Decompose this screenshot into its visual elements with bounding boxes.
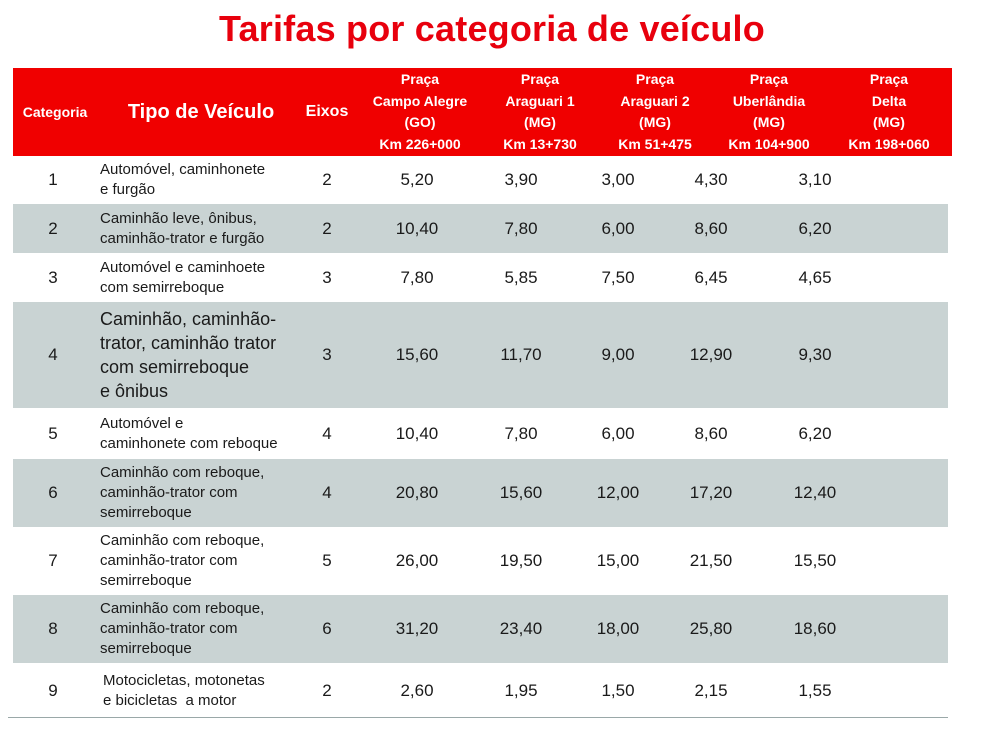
praca-state: (MG) [639, 114, 671, 130]
praca-name: Campo Alegre [372, 92, 468, 109]
categoria-cell: 5 [48, 423, 58, 443]
value-cell: 17,20 [689, 483, 733, 502]
tipo-line: caminhão-trator com [100, 620, 238, 637]
value-cell: 5,20 [400, 170, 434, 189]
value-cell: 20,80 [395, 483, 439, 502]
praca-name: Araguari 1 [505, 92, 575, 109]
praca-name: Uberlândia [732, 92, 806, 109]
value-cell: 12,90 [689, 345, 733, 364]
value-cell: 7,80 [504, 218, 538, 238]
value-cell: 10,40 [395, 218, 439, 238]
praca-km: Km 226+000 [379, 135, 461, 152]
praca-km: Km 104+900 [728, 135, 810, 152]
table-header [13, 68, 952, 156]
tipo-line: Caminhão leve, ônibus, [100, 209, 257, 227]
header-eixos: Eixos [305, 103, 349, 120]
table-row [13, 156, 948, 204]
value-cell: 15,60 [395, 345, 439, 364]
header-praca-uberlandia [713, 68, 825, 156]
value-cell: 12,40 [793, 483, 837, 502]
value-cell: 25,80 [689, 619, 733, 638]
value-cell: 9,00 [601, 345, 635, 364]
value-cell: 15,60 [499, 483, 543, 502]
tipo-line: e furgão [100, 181, 156, 198]
tipo-cell [100, 156, 315, 204]
table-row [13, 408, 948, 459]
categoria-cell: 8 [48, 619, 58, 638]
tipo-cell [100, 595, 315, 663]
value-cell: 3,00 [601, 170, 635, 189]
value-cell: 4,65 [798, 267, 832, 287]
tipo-line: Caminhão com reboque, [100, 600, 265, 617]
tipo-line: Automóvel, caminhonete [100, 161, 266, 178]
eixos-cell: 2 [322, 218, 332, 238]
value-cell: 9,30 [798, 345, 832, 364]
value-cell: 6,20 [798, 423, 832, 443]
value-cell: 3,10 [798, 170, 832, 189]
header-praca-delta [833, 68, 945, 156]
tipo-line: caminhão-trator e furgão [100, 229, 265, 247]
tipo-line: trator, caminhão trator [100, 333, 277, 353]
tipo-line: e ônibus [100, 381, 169, 401]
value-cell: 4,30 [694, 170, 728, 189]
value-cell: 18,60 [793, 619, 837, 638]
tipo-line: Caminhão com reboque, [100, 532, 265, 549]
praca-km: Km 51+475 [618, 135, 692, 152]
table-row [13, 459, 948, 527]
table-row [13, 527, 948, 595]
value-cell: 1,50 [601, 681, 635, 700]
table-row [13, 253, 948, 302]
praca-name: Araguari 2 [620, 92, 690, 109]
value-cell: 23,40 [499, 619, 543, 638]
categoria-cell: 9 [48, 681, 58, 700]
table-row [13, 302, 948, 408]
tipo-cell [103, 663, 318, 719]
eixos-cell: 4 [322, 423, 332, 443]
tipo-line: com semirreboque [100, 357, 250, 377]
tipo-cell [100, 302, 315, 408]
value-cell: 26,00 [395, 551, 439, 570]
eixos-cell: 3 [322, 267, 332, 287]
page-title: Tarifas por categoria de veículo [219, 8, 765, 49]
value-cell: 1,95 [504, 681, 538, 700]
praca-km: Km 13+730 [503, 135, 577, 152]
value-cell: 6,00 [601, 218, 635, 238]
table-row [13, 595, 948, 663]
value-cell: 7,80 [400, 267, 434, 287]
praca-state: (MG) [524, 114, 556, 130]
value-cell: 8,60 [694, 218, 728, 238]
tipo-line: Automóvel e [100, 414, 184, 432]
tipo-cell [100, 204, 315, 253]
categoria-cell: 6 [48, 483, 58, 502]
value-cell: 21,50 [689, 551, 733, 570]
eixos-cell: 2 [322, 681, 332, 700]
header-tipo-veiculo: Tipo de Veículo [127, 100, 275, 123]
praca-label: Praça [400, 71, 440, 87]
value-cell: 2,15 [694, 681, 728, 700]
header-praca-araguari-1 [483, 68, 597, 156]
tipo-cell [100, 408, 315, 459]
categoria-cell: 1 [48, 170, 58, 189]
praca-state: (MG) [753, 114, 785, 130]
value-cell: 12,00 [596, 483, 640, 502]
value-cell: 15,50 [793, 551, 837, 570]
value-cell: 15,00 [596, 551, 640, 570]
tipo-line: semirreboque [100, 504, 192, 521]
value-cell: 3,90 [504, 170, 538, 189]
header-praca-campo-alegre [361, 68, 479, 156]
tipo-line: caminhão-trator com [100, 484, 238, 501]
table-row [13, 663, 948, 719]
praca-state: (GO) [404, 114, 436, 130]
categoria-cell: 7 [48, 551, 58, 570]
value-cell: 7,80 [504, 423, 538, 443]
eixos-cell: 5 [322, 551, 332, 570]
tipo-line: caminhonete com reboque [100, 434, 278, 452]
value-cell: 1,55 [798, 681, 832, 700]
value-cell: 8,60 [694, 423, 728, 443]
praca-label: Praça [635, 71, 675, 87]
header-categoria: Categoria [22, 104, 88, 120]
praca-state: (MG) [873, 114, 905, 130]
value-cell: 6,45 [694, 267, 728, 287]
value-cell: 6,20 [798, 218, 832, 238]
tipo-line: semirreboque [100, 572, 192, 589]
value-cell: 19,50 [499, 551, 543, 570]
tipo-line: Automóvel e caminhoete [100, 258, 266, 276]
eixos-cell: 4 [322, 483, 332, 502]
tipo-line: com semirreboque [100, 278, 225, 296]
header-praca-araguari-2 [599, 68, 711, 156]
tipo-line: Caminhão com reboque, [100, 464, 265, 481]
tipo-cell [100, 459, 315, 527]
tipo-cell [100, 527, 315, 595]
praca-km: Km 198+060 [848, 135, 930, 152]
praca-name: Delta [871, 92, 907, 109]
value-cell: 31,20 [395, 619, 439, 638]
praca-label: Praça [520, 71, 560, 87]
value-cell: 7,50 [601, 267, 635, 287]
eixos-cell: 2 [322, 170, 332, 189]
table-bottom-rule [8, 717, 948, 718]
value-cell: 6,00 [601, 423, 635, 443]
tipo-line: e bicicletas a motor [103, 692, 237, 709]
eixos-cell: 6 [322, 619, 332, 638]
categoria-cell: 4 [48, 345, 58, 364]
value-cell: 5,85 [504, 267, 538, 287]
praca-label: Praça [749, 71, 789, 87]
table-row [13, 204, 948, 253]
categoria-cell: 3 [48, 267, 58, 287]
tipo-line: caminhão-trator com [100, 552, 238, 569]
value-cell: 18,00 [596, 619, 640, 638]
value-cell: 10,40 [395, 423, 439, 443]
eixos-cell: 3 [322, 345, 332, 364]
value-cell: 11,70 [500, 345, 542, 364]
tipo-cell [100, 253, 315, 302]
tariff-table-body [13, 156, 948, 719]
categoria-cell: 2 [48, 218, 58, 238]
tipo-line: Motocicletas, motonetas [103, 672, 265, 689]
tipo-line: Caminhão, caminhão- [100, 309, 277, 329]
value-cell: 2,60 [400, 681, 434, 700]
praca-label: Praça [869, 71, 909, 87]
tipo-line: semirreboque [100, 640, 192, 657]
